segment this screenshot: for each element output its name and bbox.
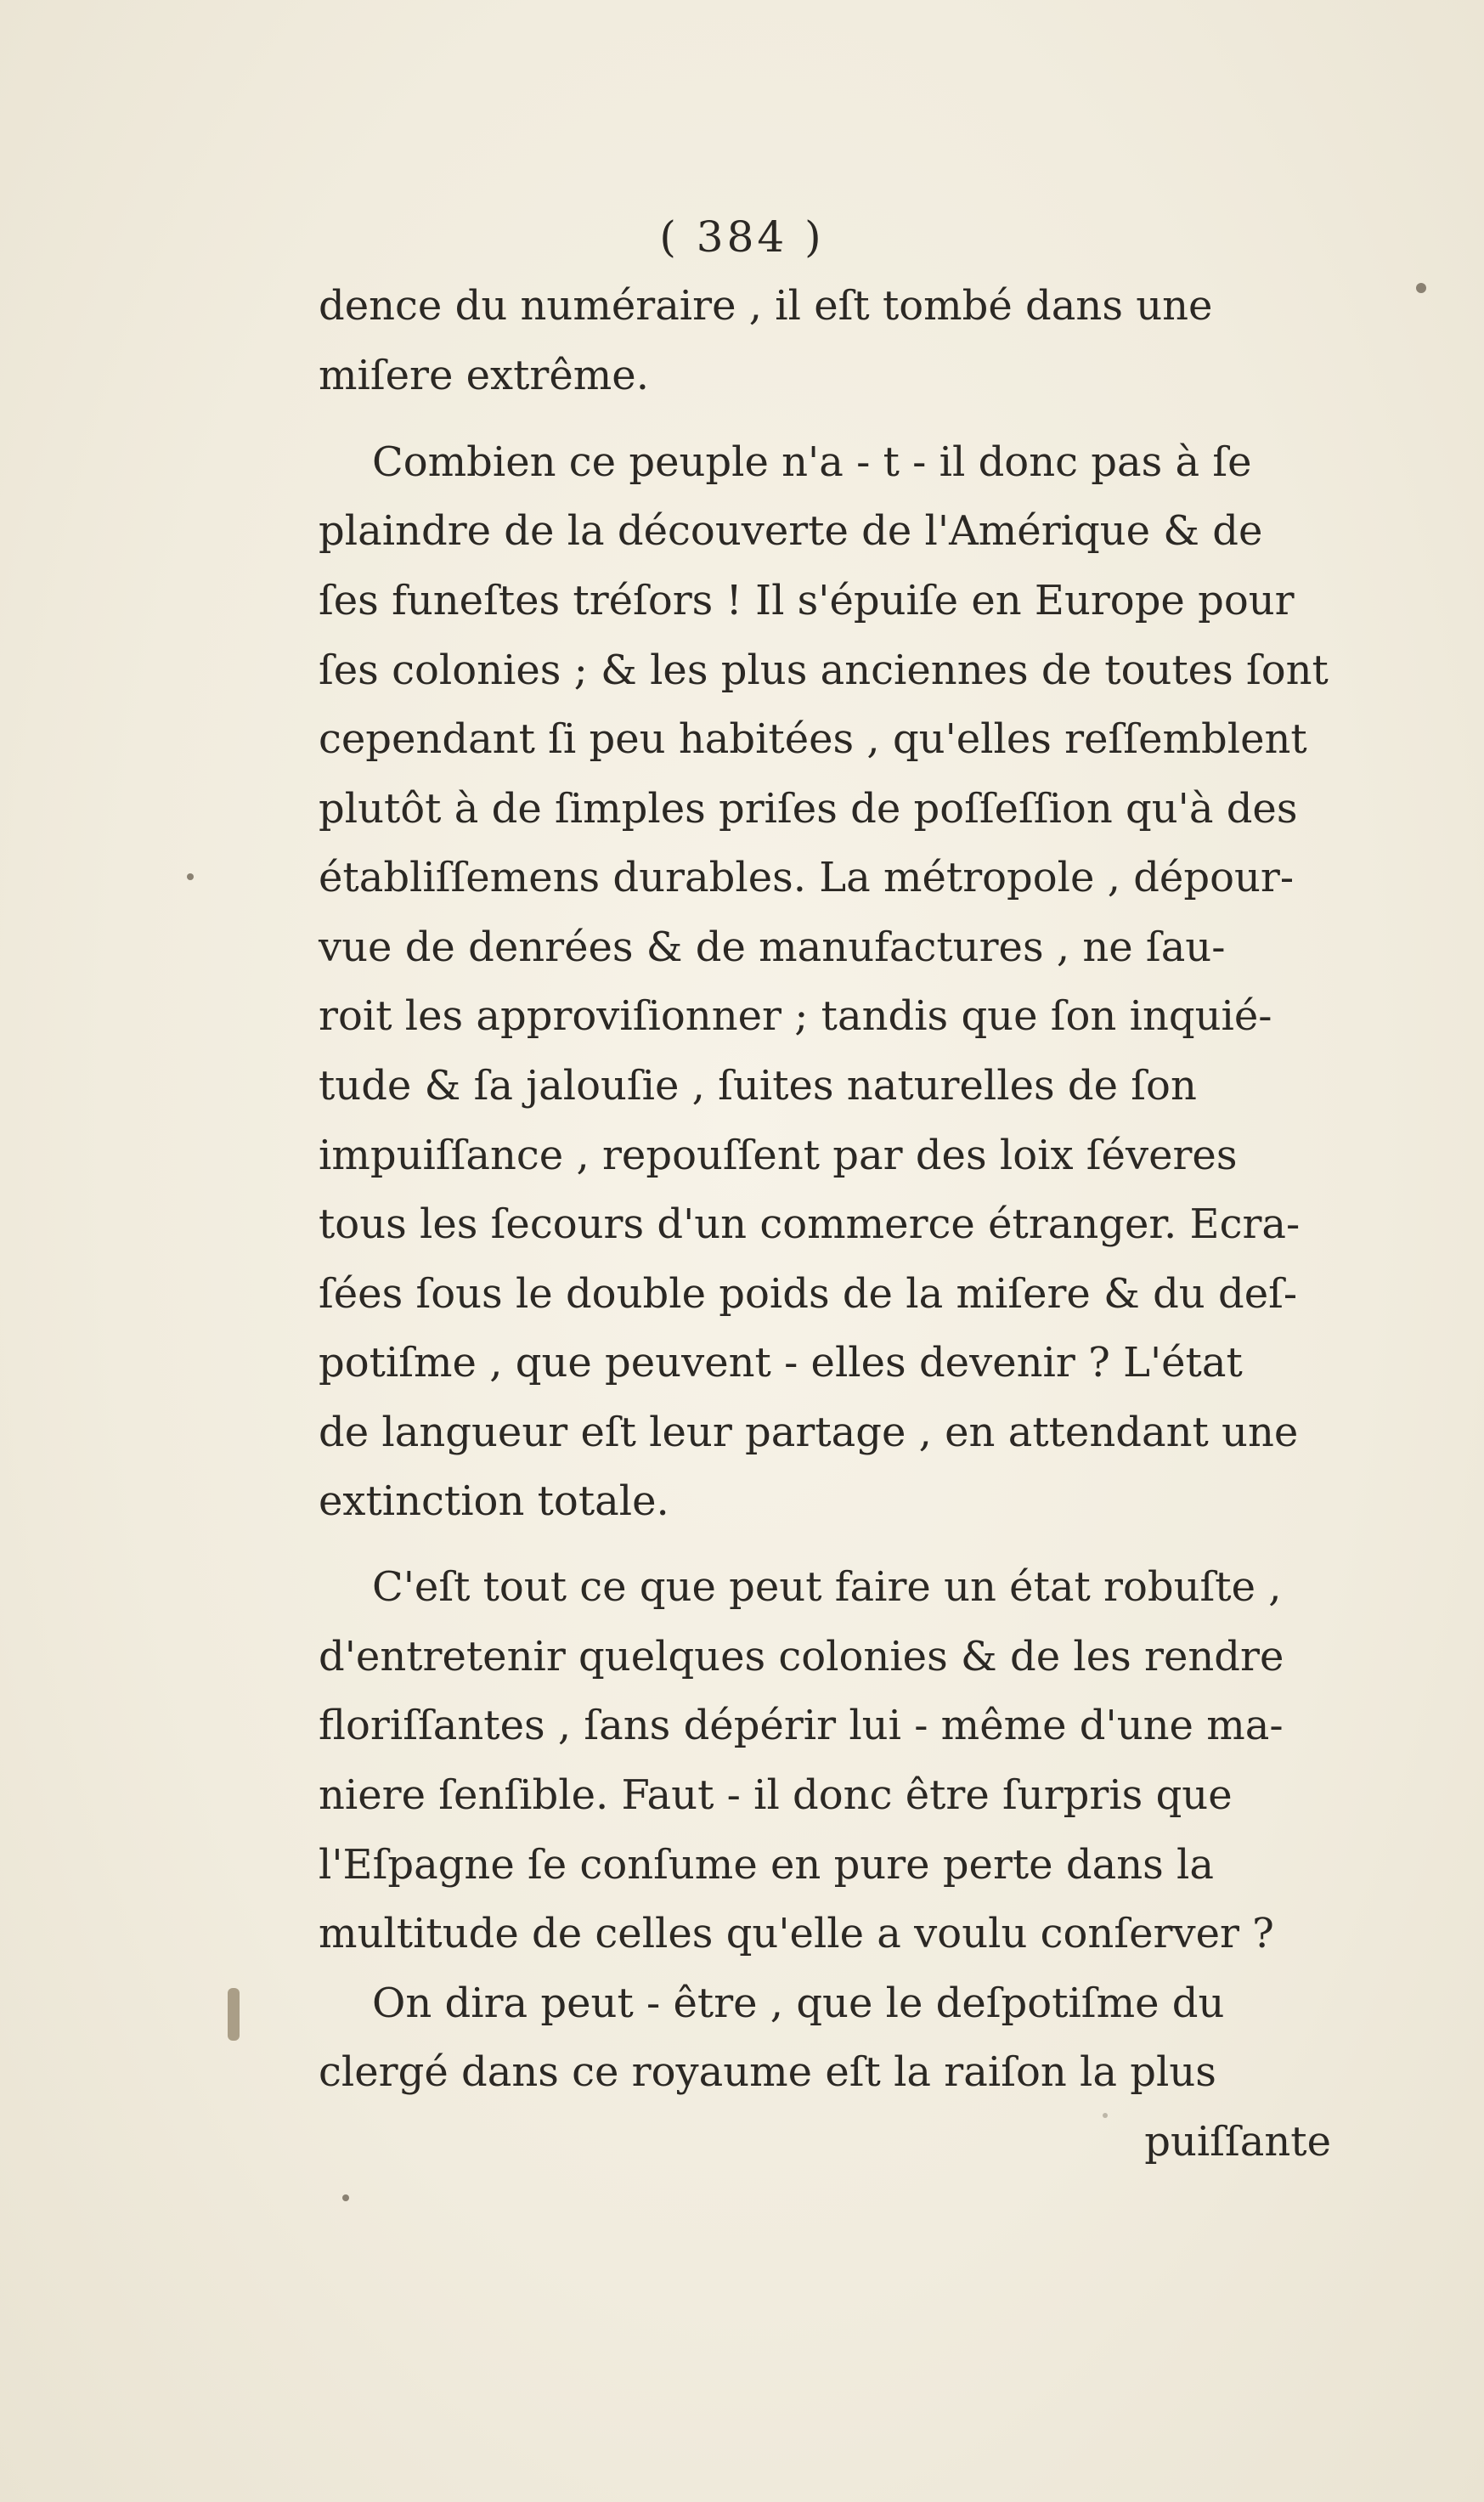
paper-speck (187, 873, 194, 880)
text-line: vue de denrées & de manufactures , ne ſau- (319, 923, 1226, 971)
text-line: de langueur eſt leur partage , en attendant une (319, 1409, 1299, 1456)
paper-speck (342, 2194, 349, 2201)
catchword: puiſſante (1144, 2118, 1331, 2166)
text-line: plutôt à de ſimples priſes de poſſeſſion qu'à des (319, 785, 1298, 833)
text-line: multitude de celles qu'elle a voulu conſerver ? (319, 1910, 1274, 1957)
text-line: tude & ſa jalouſie , ſuites naturelles de ſon (319, 1062, 1197, 1110)
text-line: établiſſemens durables. La métropole , dépour- (319, 854, 1295, 901)
text-line: plaindre de la découverte de l'Amérique & de (319, 507, 1263, 555)
text-line: clergé dans ce royaume eſt la raiſon la plus (319, 2048, 1216, 2096)
text-line: impuiſſance , repouſſent par des loix ſéveres (319, 1132, 1238, 1179)
text-line: miſere extrême. (319, 352, 649, 399)
text-line: dence du numéraire , il eſt tombé dans une (319, 282, 1213, 330)
text-line: C'eſt tout ce que peut faire un état robuſte , (372, 1563, 1282, 1611)
paper-speck (1103, 2113, 1108, 2118)
text-line: On dira peut - être , que le deſpotiſme du (372, 1980, 1225, 2027)
text-line: Combien ce peuple n'a - t - il donc pas à ſe (372, 438, 1252, 486)
page-number-header: ( 384 ) (659, 212, 825, 262)
text-line: ſées ſous le double poids de la miſere & du deſ- (319, 1270, 1298, 1318)
text-line: potiſme , que peuvent - elles devenir ? L'état (319, 1339, 1243, 1387)
text-line: tous les ſecours d'un commerce étranger. Ecra- (319, 1200, 1301, 1248)
paper-speck (1416, 283, 1426, 293)
text-line: ſes funeſtes tréſors ! Il s'épuiſe en Europe pour (319, 577, 1295, 624)
text-line: roit les approviſionner ; tandis que ſon inquié- (319, 992, 1272, 1040)
text-line: d'entretenir quelques colonies & de les rendre (319, 1633, 1284, 1680)
margin-stain (228, 1988, 240, 2041)
text-line: floriſſantes , ſans dépérir lui - même d'une ma- (319, 1702, 1284, 1749)
text-line: l'Eſpagne ſe conſume en pure perte dans la (319, 1841, 1214, 1889)
text-line: extinction totale. (319, 1477, 669, 1525)
text-line: cependant ſi peu habitées , qu'elles reſſemblent (319, 715, 1307, 763)
text-line: ſes colonies ; & les plus anciennes de toutes ſont (319, 647, 1329, 694)
text-line: niere ſenſible. Faut - il donc être ſurpris que (319, 1771, 1233, 1819)
